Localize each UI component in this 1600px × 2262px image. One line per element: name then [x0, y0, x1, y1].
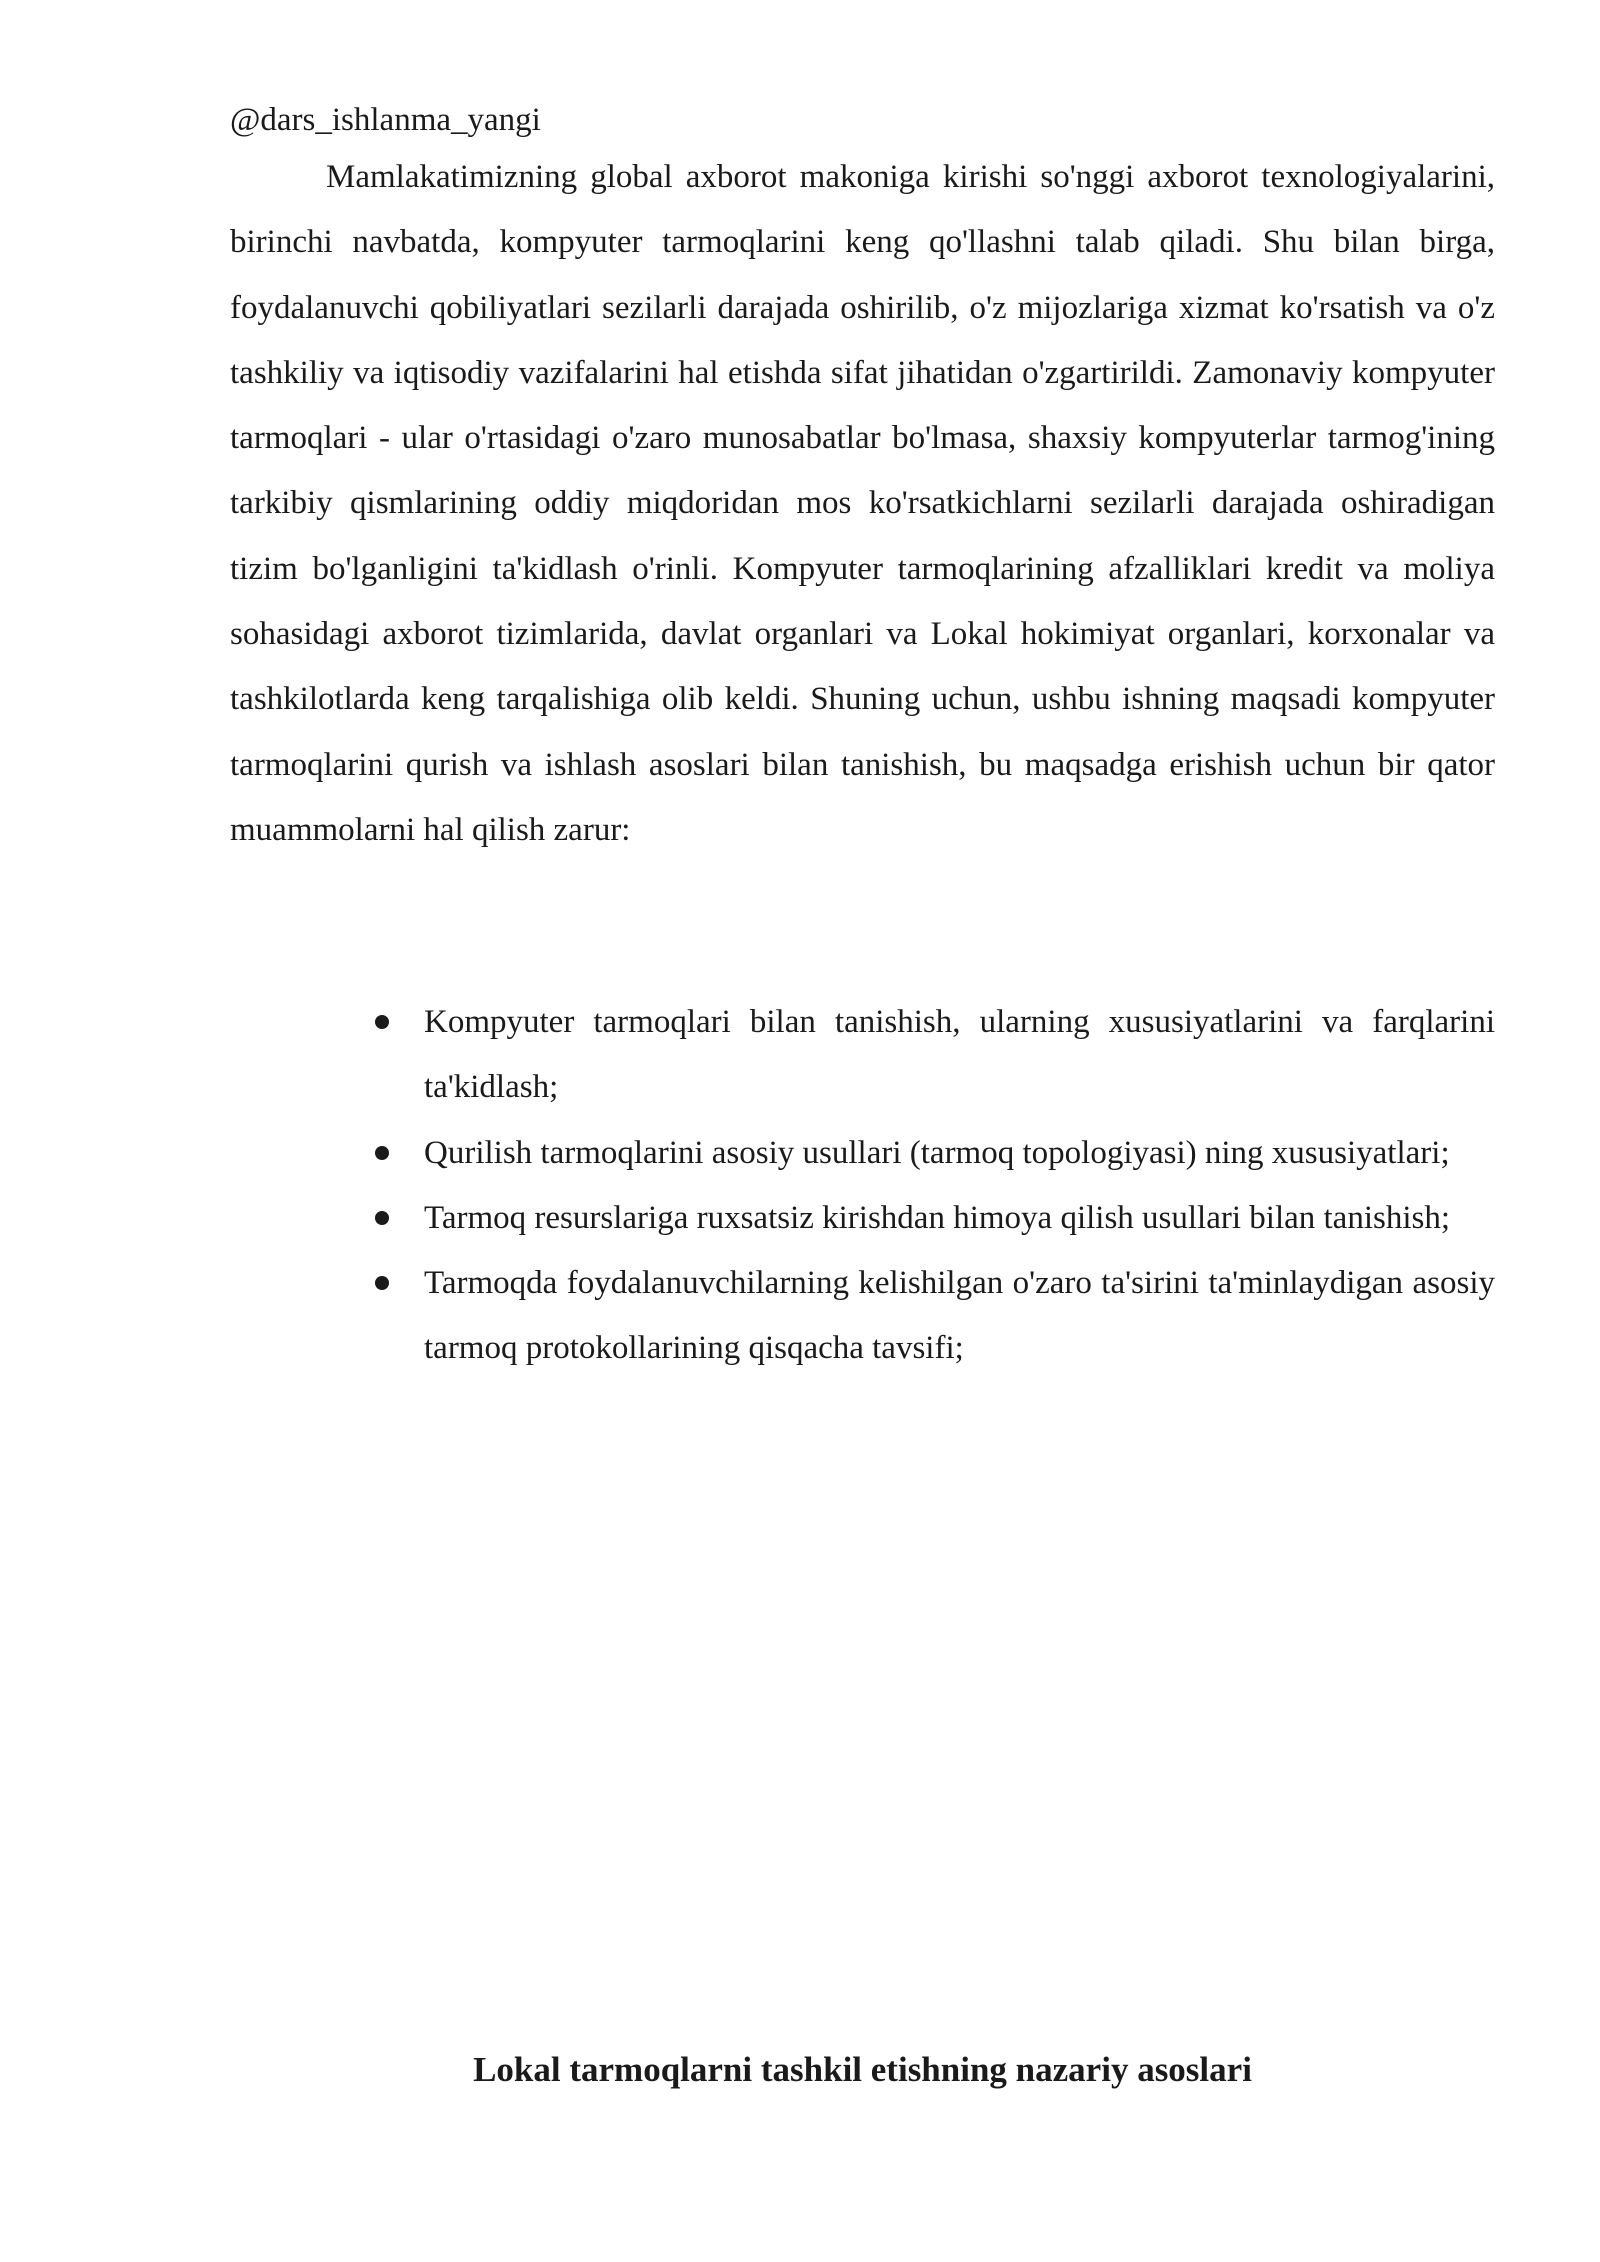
channel-handle: @dars_ishlanma_yangi — [230, 102, 541, 138]
bullet-icon — [375, 1211, 389, 1225]
bullet-icon — [375, 1146, 389, 1160]
list-item — [424, 1121, 1495, 1186]
bullet-icon — [375, 1015, 389, 1029]
list-item-text: Qurilish tarmoqlarini asosiy usullari (tarmoq topologiyasi) ning xususiyatlari; — [424, 1134, 1450, 1171]
list-item — [424, 1251, 1495, 1382]
list-item-text: Tarmoqda foydalanuvchilarning kelishilgan o'zaro ta'sirini ta'minlaydigan asosiy tarmoq protokollarining qisqacha tavsifi; — [424, 1265, 1495, 1367]
list-item-text: Kompyuter tarmoqlari bilan tanishish, ularning xususiyatlarini va farqlarini ta'kidlash; — [424, 1004, 1495, 1106]
bullet-list — [424, 990, 1495, 1382]
bullet-icon — [375, 1276, 389, 1290]
list-item-text: Tarmoq resurslariga ruxsatsiz kirishdan himoya qilish usullari bilan tanishish; — [424, 1199, 1451, 1236]
intro-paragraph: Mamlakatimizning global axborot makoniga kirishi so'nggi axborot texnologiyalarini, birinchi navbatda, kompyuter tarmoqlarini keng qo'llashni talab qiladi. Shu bilan birga, foydalanuvchi qobiliyatlari sezilarli darajada oshirilib, o'z mijozlariga xizmat ko'rsatish va o'z tashkiliy va iqtisodiy vazifalarini hal etishda sifat jihatidan o'zgartirildi. Zamonaviy kompyuter tarmoqlari - ular o'rtasidagi o'zaro munosabatlar bo'lmasa, shaxsiy kompyuterlar tarmog'ining tarkibiy qismlarining oddiy miqdoridan mos ko'rsatkichlarni sezilarli darajada oshiradigan tizim bo'lganligini ta'kidlash o'rinli. Kompyuter tarmoqlarining afzalliklari kredit va moliya sohasidagi axborot tizimlarida, davlat organlari va Lokal hokimiyat organlari, korxonalar va tashkilotlarda keng tarqalishiga olib keldi. Shuning uchun, ushbu ishning maqsadi kompyuter tarmoqlarini qurish va ishlash asoslari bilan tanishish, bu maqsadga erishish uchun bir qator muammolarni hal qilish zarur: — [230, 159, 1495, 848]
section-heading: Lokal tarmoqlarni tashkil etishning nazariy asoslari — [473, 2050, 1252, 2089]
list-item — [424, 990, 1495, 1121]
list-item — [424, 1186, 1495, 1251]
